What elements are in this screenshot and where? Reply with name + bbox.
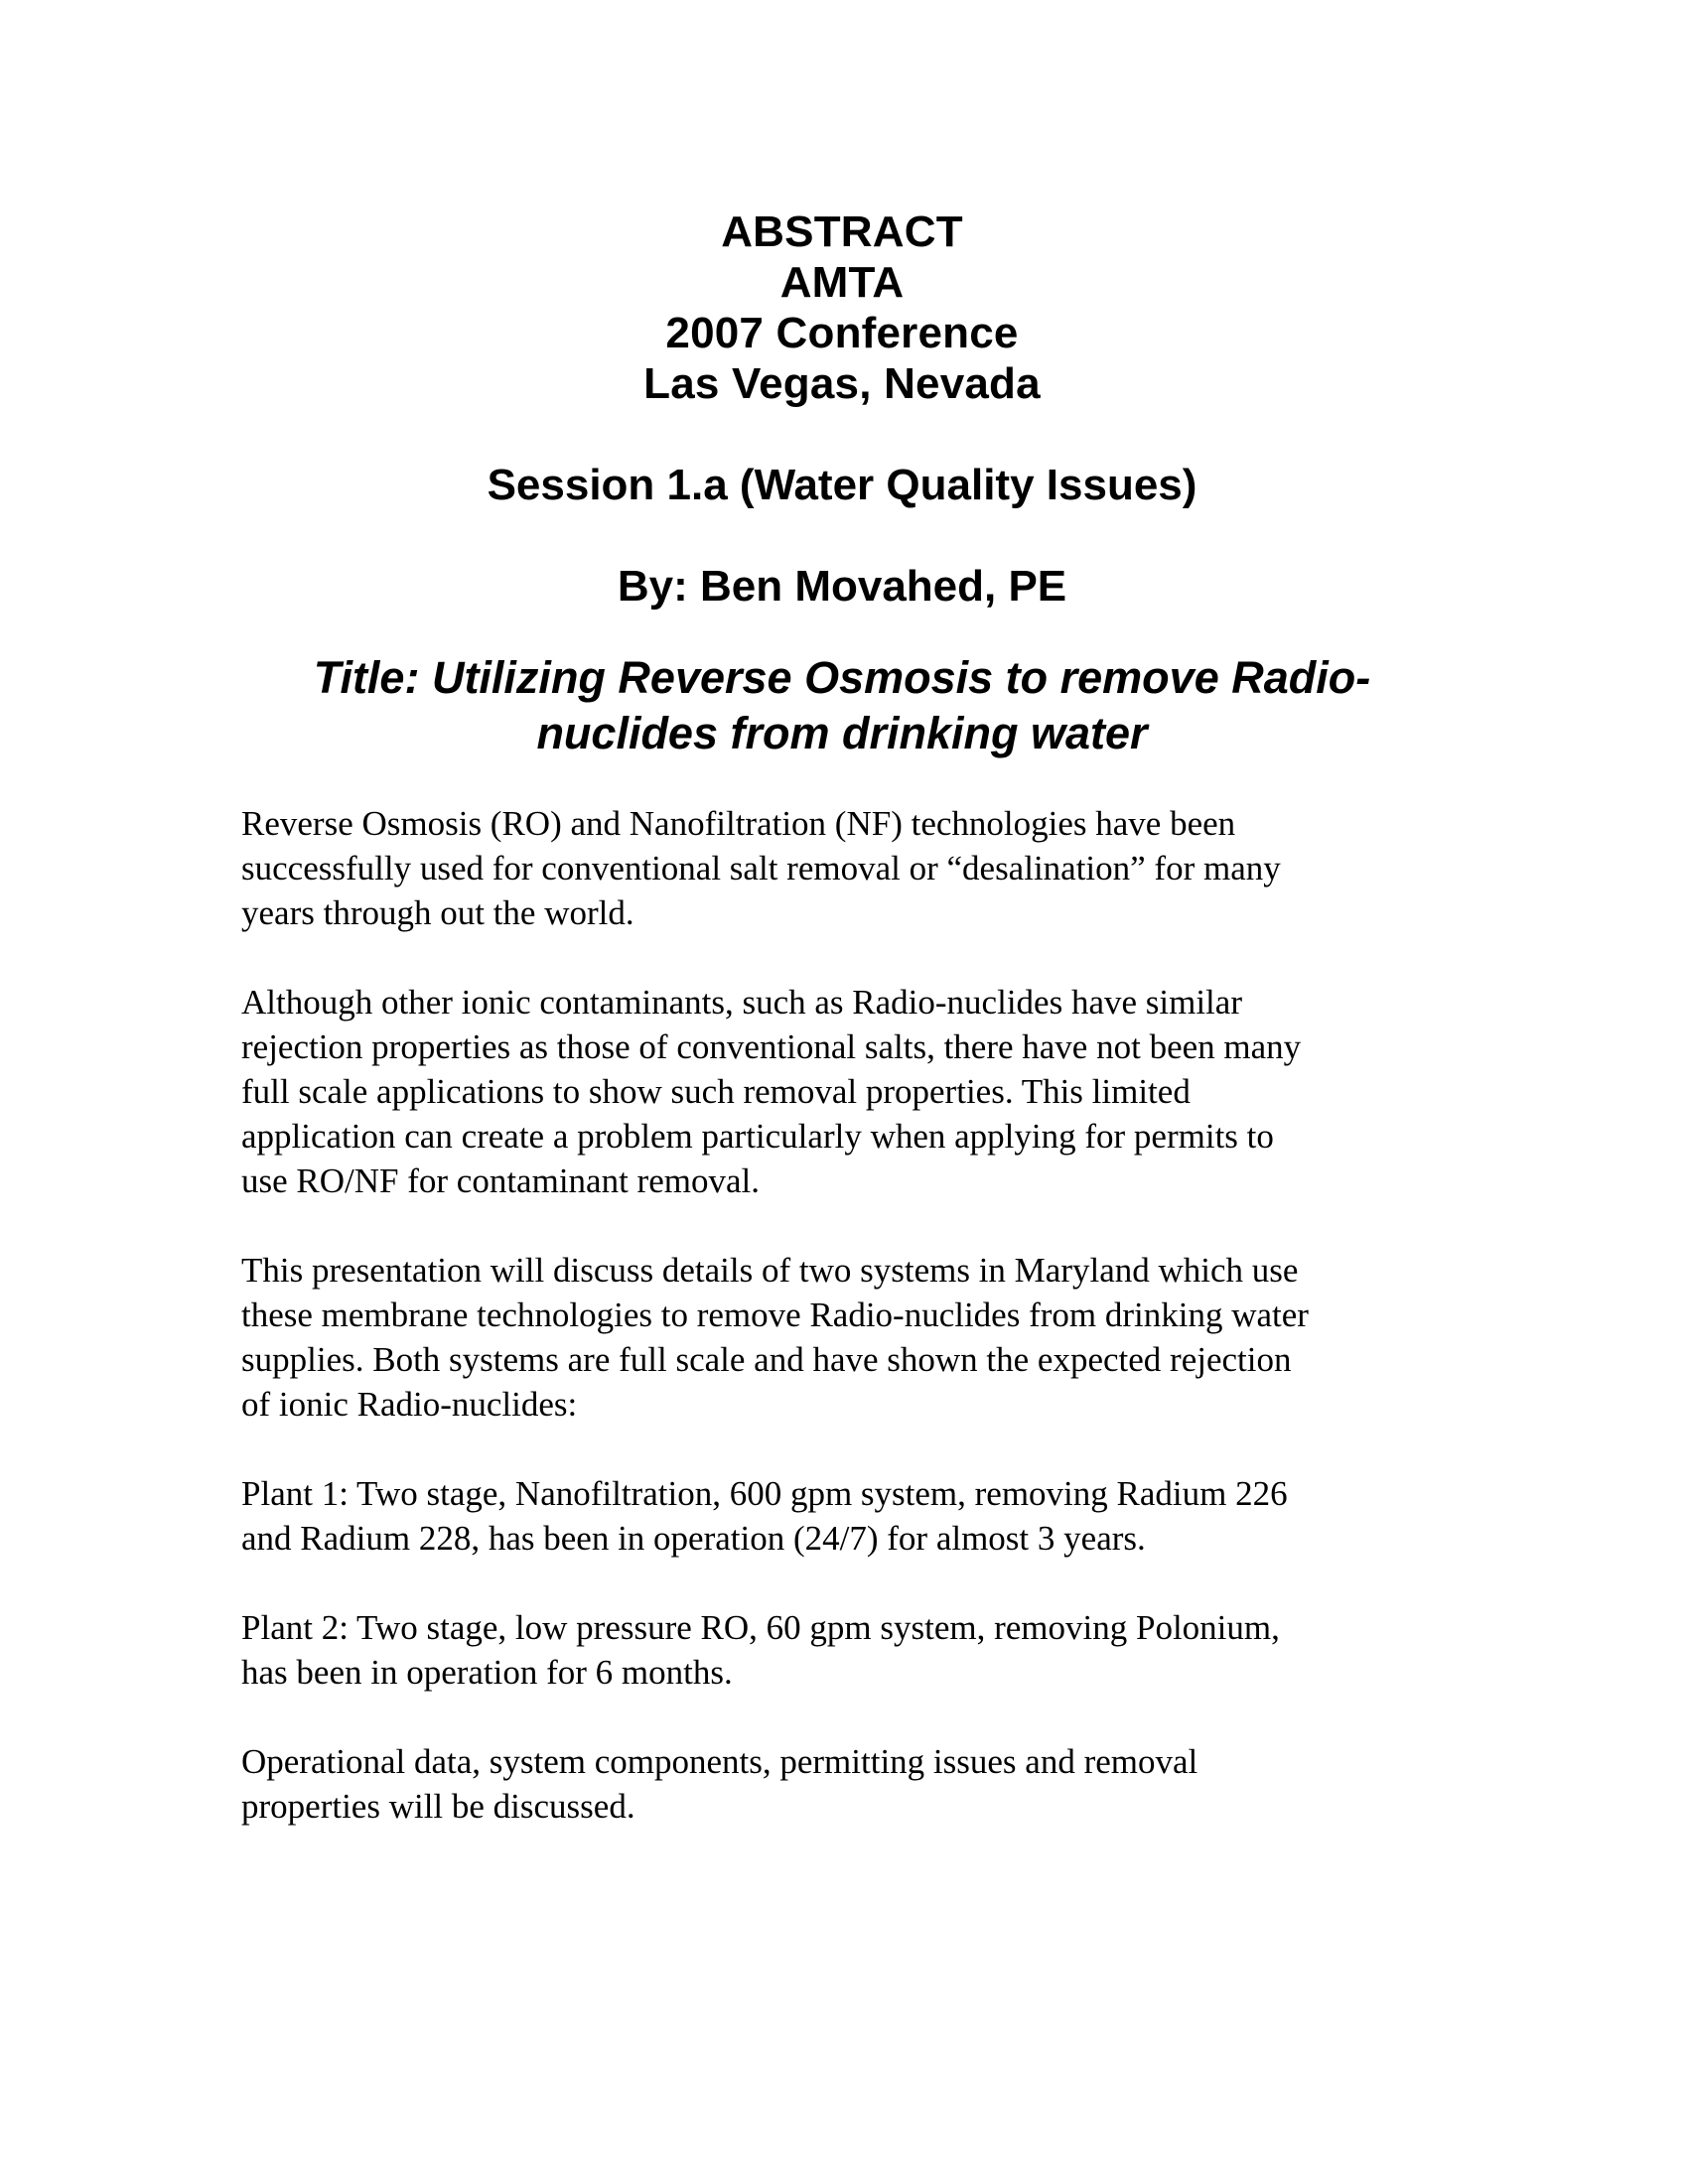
paragraph <box>241 1739 1443 1829</box>
paragraph-line: This presentation will discuss details of two systems in Maryland which use <box>241 1251 1299 1290</box>
document-title <box>241 650 1443 761</box>
title-line: nuclides from drinking water <box>536 708 1148 758</box>
paragraph <box>241 980 1443 1203</box>
paragraph-line: has been in operation for 6 months. <box>241 1653 733 1692</box>
paragraph-line: Reverse Osmosis (RO) and Nanofiltration (NF) technologies have been <box>241 804 1236 843</box>
paragraph <box>241 801 1443 935</box>
title-line: Title: Utilizing Reverse Osmosis to remove Radio- <box>313 652 1371 703</box>
paragraph <box>241 1248 1443 1427</box>
session-heading: Session 1.a (Water Quality Issues) <box>487 461 1197 509</box>
paragraph-line: rejection properties as those of conventional salts, there have not been many <box>241 1027 1302 1066</box>
paragraph-line: supplies. Both systems are full scale and have shown the expected rejection <box>241 1340 1292 1379</box>
document-content <box>241 206 1443 1829</box>
paragraph-line: years through out the world. <box>241 893 634 932</box>
paragraph-line: application can create a problem particularly when applying for permits to <box>241 1117 1274 1156</box>
paragraph-line: Plant 2: Two stage, low pressure RO, 60 gpm system, removing Polonium, <box>241 1608 1280 1647</box>
document-header <box>241 206 1443 409</box>
header-line: 2007 Conference <box>665 309 1019 357</box>
paragraph-line: Plant 1: Two stage, Nanofiltration, 600 gpm system, removing Radium 226 <box>241 1474 1288 1513</box>
paragraph-line: Operational data, system components, permitting issues and removal <box>241 1742 1198 1781</box>
abstract-body <box>241 801 1443 1829</box>
paragraph-line: successfully used for conventional salt removal or “desalination” for many <box>241 849 1281 887</box>
paragraph-line: and Radium 228, has been in operation (24/7) for almost 3 years. <box>241 1519 1146 1558</box>
paragraph-line: Although other ionic contaminants, such as Radio-nuclides have similar <box>241 983 1242 1022</box>
header-line: AMTA <box>779 258 905 307</box>
author-byline: By: Ben Movahed, PE <box>617 562 1067 611</box>
header-line: ABSTRACT <box>721 207 963 256</box>
paragraph-line: of ionic Radio-nuclides: <box>241 1385 578 1424</box>
header-line: Las Vegas, Nevada <box>643 359 1041 408</box>
paragraph-line: these membrane technologies to remove Radio-nuclides from drinking water <box>241 1296 1309 1334</box>
paragraph-line: properties will be discussed. <box>241 1787 635 1826</box>
paragraph <box>241 1471 1443 1561</box>
paragraph-line: use RO/NF for contaminant removal. <box>241 1161 760 1200</box>
paragraph <box>241 1605 1443 1695</box>
paragraph-line: full scale applications to show such removal properties. This limited <box>241 1072 1191 1111</box>
